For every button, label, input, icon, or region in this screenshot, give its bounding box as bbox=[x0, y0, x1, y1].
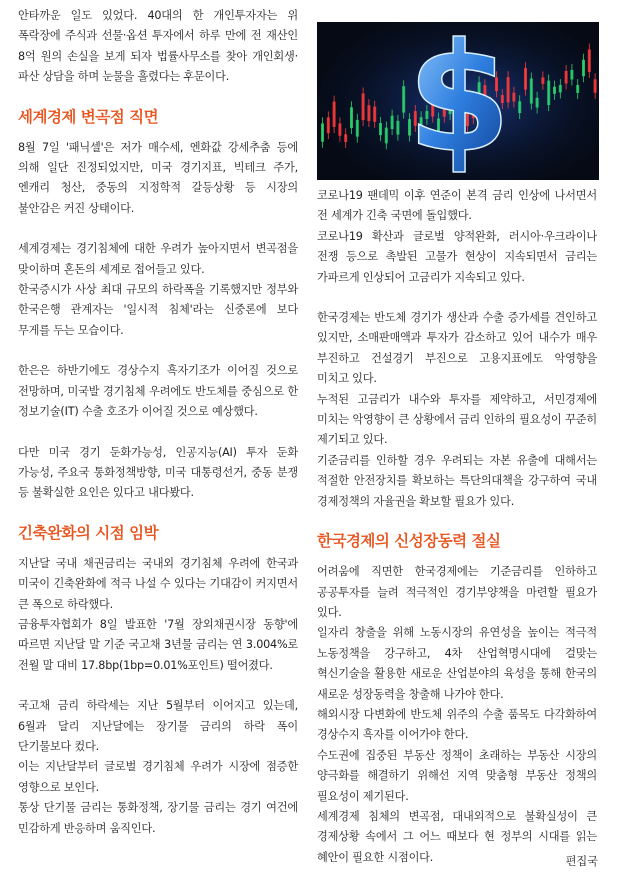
paragraph: 코로나19 확산과 글로벌 양적완화, 러시아·우크라이나 전쟁 등으로 촉발된 고물가 현상이 지속되면서 금리는 가파르게 인상되어 고금리가 지속되고 있다. bbox=[317, 229, 597, 284]
right-column bbox=[317, 0, 597, 868]
svg-text:$: $ bbox=[406, 22, 512, 180]
paragraph: 기준금리를 인하할 경우 우려되는 자본 유출에 대해서는 적절한 안전장치를 확보하는 특단의대책을 강구하여 국내 경제정책의 자율권을 확보할 필요가 있다. bbox=[317, 453, 597, 508]
paragraph: 일자리 창출을 위해 노동시장의 유연성을 높이는 적극적 노동정책을 강구하고, 4차 산업혁명시대에 걸맞는 혁신기술을 활용한 새로운 산업분야의 육성을 통해 한국의 새로운 성장동력을 창출해 나가야 한다. bbox=[317, 626, 597, 701]
paragraph: 한국증시가 사상 최대 규모의 하락폭을 기록했지만 정부와 한국은행 관계자는 '일시적 침체'라는 신중론에 보다 무게를 두는 모습이다. bbox=[18, 283, 298, 337]
paragraph: 해외시장 다변화에 반도체 위주의 수출 품목도 다각화하여 경상수지 흑자를 이어가야 한다. bbox=[317, 707, 597, 742]
byline: 편집국 bbox=[565, 855, 598, 868]
paragraph: 누적된 고금리가 내수와 투자를 제약하고, 서민경제에 미치는 악영향이 큰 상황에서 금리 인하의 필요성이 꾸준히 제기되고 있다. bbox=[317, 392, 597, 447]
paragraph: 어려움에 직면한 한국경제에는 기준금리를 인하하고 공공투자를 늘려 적극적인 경기부양책을 마련할 필요가 있다. bbox=[317, 565, 597, 619]
paragraph: 국고채 금리 하락세는 지난 5월부터 이어지고 있는데, 6월과 달리 지난달에는 장기물 금리의 하락 폭이 단기물보다 컸다. bbox=[18, 699, 298, 753]
section-heading-easing: 긴축완화의 시점 임박 bbox=[18, 523, 159, 542]
paragraph: 한국경제는 반도체 경기가 생산과 수출 증가세를 견인하고 있지만, 소매판매액과 투자가 감소하고 있어 내수가 매우 부진하고 건설경기 부진으로 고용지표에도 악영향을 미치고 있다. bbox=[317, 311, 597, 386]
left-column bbox=[18, 0, 298, 839]
paragraph: 수도권에 집중된 부동산 정책이 초래하는 부동산 시장의 양극화를 해결하기 위해선 지역 맞춤형 부동산 정책의 필요성이 제기된다. bbox=[317, 748, 597, 803]
intro-paragraph: 안타까운 일도 있었다. 40대의 한 개인투자자는 위 폭락장에 주식과 선물·옵션 투자에서 하루 만에 전 재산인 8억 원의 손실을 보게 되자 법률사무소를 찾아 개인회생·파산 상담을 하며 눈물을 흘렸다는 후문이다. bbox=[18, 9, 298, 84]
paragraph: 8월 7일 '패닉셀'은 저가 매수세, 엔화값 강세추춤 등에 의해 일단 진정되었지만, 미국 경기지표, 빅테크 주가, 엔캐리 청산, 중동의 지정학적 갈등상황 등 시장의 불안감은 커진 상태이다. bbox=[18, 140, 298, 215]
paragraph: 금융투자협회가 8일 발표한 '7월 장외채권시장 동향'에 따르면 지난달 말 기준 국고채 3년물 금리는 연 3.004%로 전월 말 대비 17.8bp(1bp=0.01%포인트) 떨어졌다. bbox=[18, 617, 298, 672]
paragraph: 이는 지난달부터 글로벌 경기침체 우려가 시장에 점증한 영향으로 보인다. bbox=[18, 760, 298, 794]
section-heading-growth-engine: 한국경제의 신성장동력 절실 bbox=[317, 532, 501, 551]
paragraph: 세계경제 침체의 변곡점, 대내외적으로 불확실성이 큰 경제상황 속에서 그 어느 때보다 현 정부의 시대를 읽는 혜안이 필요한 시점이다. bbox=[317, 809, 597, 864]
paragraph: 한은은 하반기에도 경상수지 흑자기조가 이어질 것으로 전망하며, 미국발 경기침체 우려에도 반도체를 중심으로 한 정보기술(IT) 수출 호조가 이어질 것으로 예상했다. bbox=[18, 364, 298, 419]
section-heading-world-economy: 세계경제 변곡점 직면 bbox=[18, 107, 159, 126]
paragraph: 통상 단기물 금리는 통화정책, 장기물 금리는 경기 여건에 민감하게 반응하며 움직인다. bbox=[18, 801, 298, 835]
paragraph: 코로나19 팬데믹 이후 연준이 본격 금리 인상에 나서면서 전 세계가 긴축 국면에 돌입했다. bbox=[317, 189, 597, 223]
paragraph: 세계경제는 경기침체에 대한 우려가 높아지면서 변곡점을 맞이하며 혼돈의 세계로 접어들고 있다. bbox=[18, 242, 298, 276]
paragraph: 다만 미국 경기 둔화가능성, 인공지능(AI) 투자 둔화 가능성, 주요국 통화정책방향, 미국 대통령선거, 중동 분쟁 등 불확실한 요인은 있다고 내다봤다. bbox=[18, 445, 298, 500]
paragraph: 지난달 국내 채권금리는 국내외 경기침체 우려에 한국과 미국이 긴축완화에 적극 나설 수 있다는 기대감이 커지면서 큰 폭으로 하락했다. bbox=[18, 556, 298, 611]
